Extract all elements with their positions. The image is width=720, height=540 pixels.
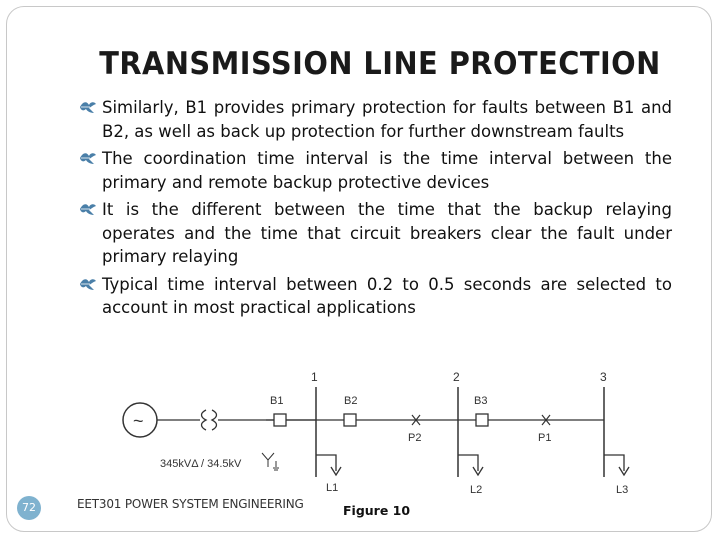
transformer-icon bbox=[202, 410, 217, 430]
fault-label-p2: P2 bbox=[408, 432, 422, 444]
slide-title: TRANSMISSION LINE PROTECTION bbox=[99, 46, 661, 82]
breaker-b2 bbox=[344, 414, 356, 426]
transformer-label: 345kVΔ / 34.5kV bbox=[160, 458, 242, 470]
bullet-text: The coordination time interval is the time interval between the primary and remote backup protective devices bbox=[102, 149, 672, 192]
bullet-text: Similarly, B1 provides primary protection for faults between B1 and B2, as well as back up protection for further downstream faults bbox=[102, 98, 672, 141]
page-number-badge: 72 bbox=[17, 496, 41, 520]
bullet-item bbox=[78, 96, 672, 143]
bus-label-3: 3 bbox=[600, 370, 607, 384]
bullet-item bbox=[78, 273, 672, 320]
load-l3-icon bbox=[604, 455, 629, 475]
bus-label-2: 2 bbox=[453, 370, 460, 384]
fleur-bullet-icon bbox=[78, 202, 98, 216]
fleur-bullet-icon bbox=[78, 277, 98, 291]
bus-label-1: 1 bbox=[311, 370, 318, 384]
load-label-l3: L3 bbox=[616, 484, 629, 496]
breaker-label-b2: B2 bbox=[344, 395, 358, 407]
ground-wye-icon bbox=[262, 453, 279, 470]
breaker-b3 bbox=[476, 414, 488, 426]
breaker-label-b1: B1 bbox=[270, 395, 284, 407]
bullet-text: Typical time interval between 0.2 to 0.5 seconds are selected to account in most practical applications bbox=[102, 274, 672, 317]
bullet-list bbox=[78, 96, 672, 324]
load-l1-icon bbox=[316, 455, 341, 475]
bullet-item bbox=[78, 147, 672, 194]
load-l2-icon bbox=[458, 455, 483, 475]
fault-label-p1: P1 bbox=[538, 432, 552, 444]
footer-course-name: EET301 POWER SYSTEM ENGINEERING bbox=[77, 497, 304, 511]
load-label-l1: L1 bbox=[326, 482, 339, 494]
breaker-label-b3: B3 bbox=[474, 395, 488, 407]
fleur-bullet-icon bbox=[78, 151, 98, 165]
one-line-diagram bbox=[100, 365, 660, 505]
bullet-item bbox=[78, 198, 672, 269]
figure-caption: Figure 10 bbox=[343, 503, 411, 518]
fleur-bullet-icon bbox=[78, 100, 98, 114]
source-symbol: ~ bbox=[133, 411, 144, 431]
breaker-b1 bbox=[274, 414, 286, 426]
bullet-text: It is the different between the time that the backup relaying operates and the time that circuit breakers clear the fault under primary relaying bbox=[102, 200, 672, 266]
load-label-l2: L2 bbox=[470, 484, 483, 496]
